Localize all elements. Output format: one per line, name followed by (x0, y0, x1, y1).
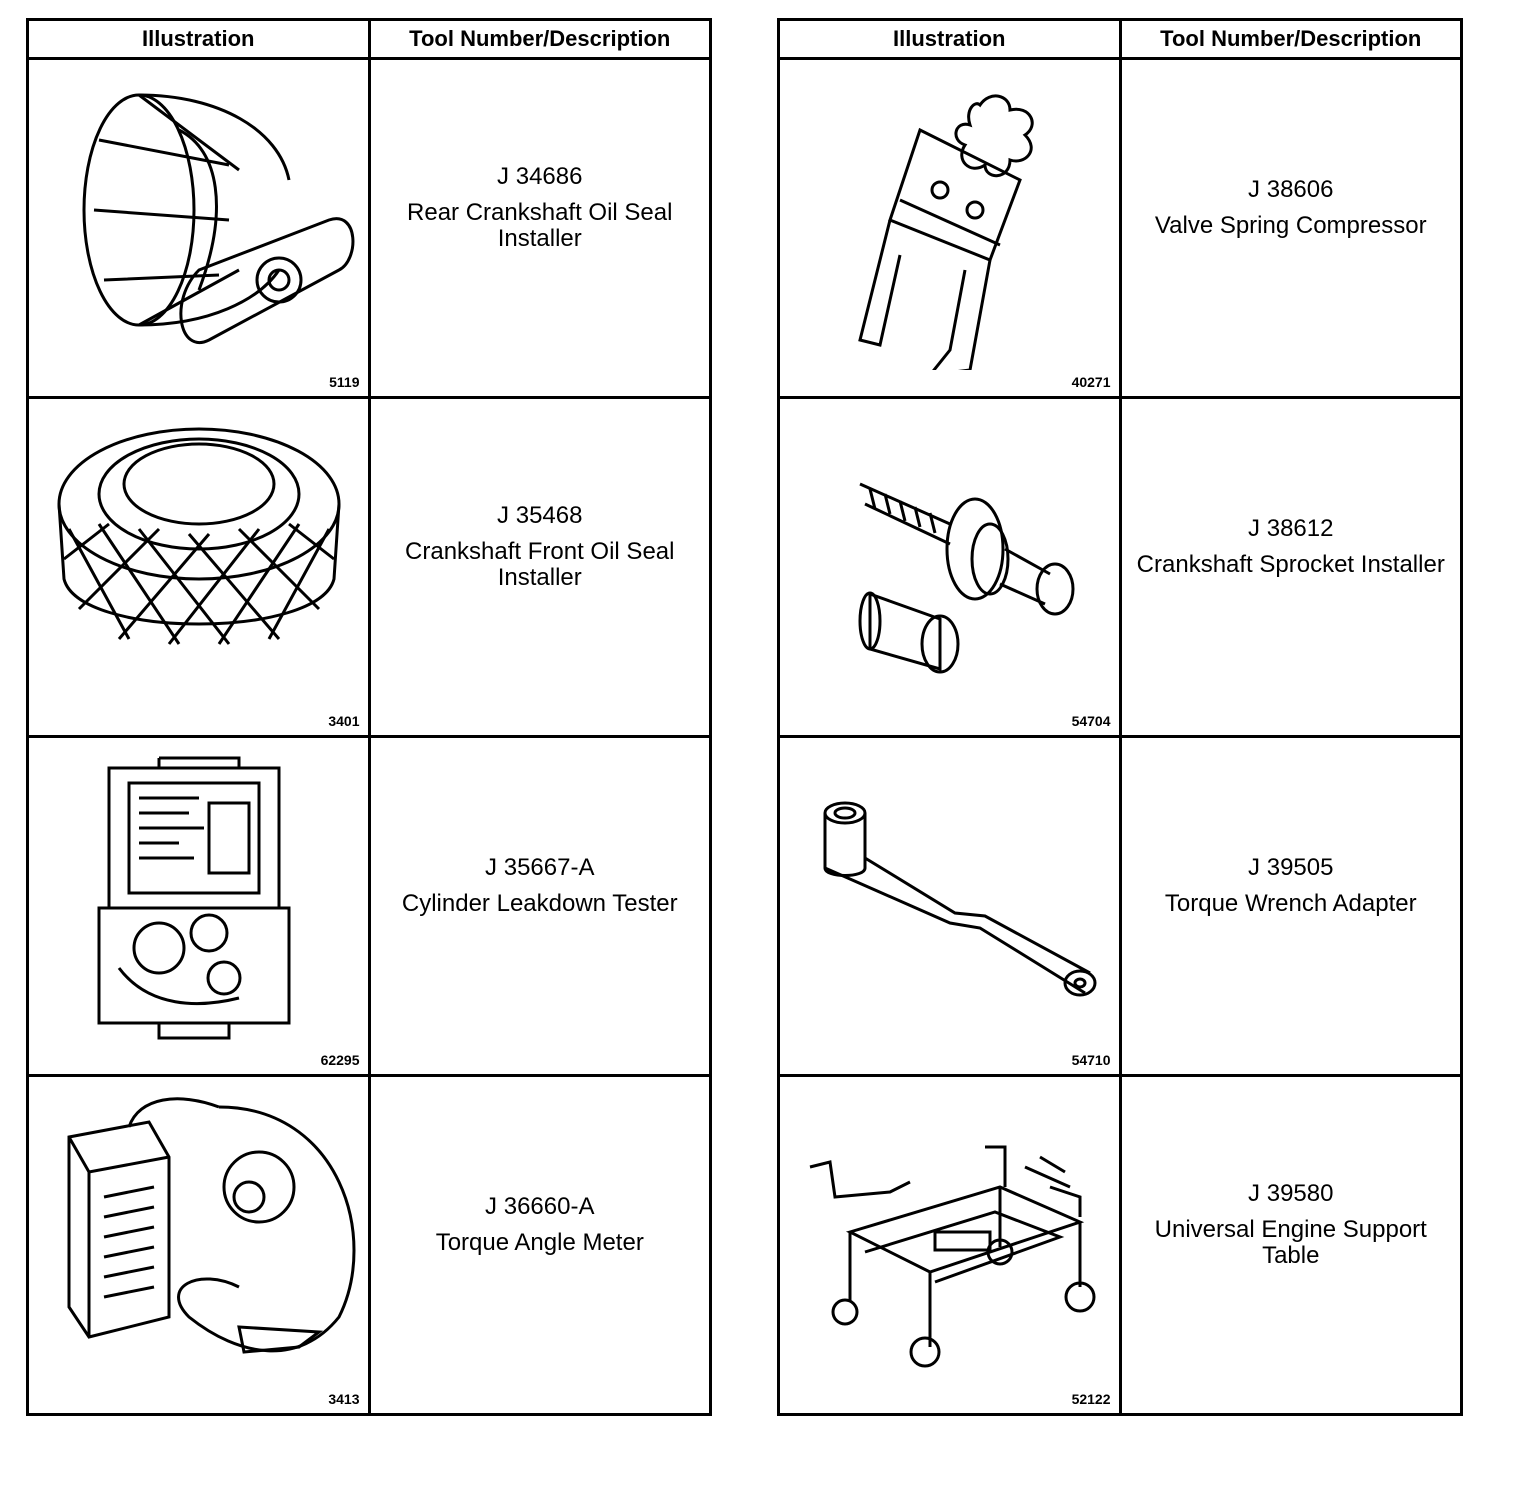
tool-number: J 38606 (1248, 176, 1334, 203)
tool-number: J 39505 (1248, 854, 1334, 881)
description-cell (369, 737, 711, 1076)
table-row (28, 59, 711, 398)
tool-description: Rear Crankshaft Oil Seal Installer (407, 199, 673, 252)
tool-header: Tool Number/Description (1120, 20, 1462, 59)
tool-description: Valve Spring Compressor (1154, 212, 1427, 239)
illustration-cell (28, 398, 370, 737)
tool-table-left (26, 18, 712, 1416)
tool-number: J 35667-A (485, 854, 595, 881)
tool-description: Cylinder Leakdown Tester (401, 890, 678, 917)
figure-number: 5119 (329, 374, 360, 390)
figure-number: 54710 (1071, 1052, 1111, 1068)
tool-table-right (777, 18, 1463, 1416)
tool-number: J 36660-A (485, 1193, 595, 1220)
tool-description: Torque Angle Meter (435, 1229, 644, 1256)
figure-number: 62295 (320, 1052, 360, 1068)
table-row (779, 59, 1462, 398)
illustration-header: Illustration (779, 20, 1121, 59)
illustration-cell (28, 1076, 370, 1415)
illustration-header: Illustration (28, 20, 370, 59)
description-cell (1120, 737, 1462, 1076)
description-cell (1120, 59, 1462, 398)
seal-installer-icon (39, 70, 359, 370)
tool-number: J 35468 (497, 502, 583, 529)
figure-number: 52122 (1071, 1391, 1111, 1407)
tool-description: Torque Wrench Adapter (1164, 890, 1417, 917)
tool-number: J 39580 (1248, 1180, 1334, 1207)
table-row (28, 1076, 711, 1415)
spring-compressor-icon (790, 70, 1110, 370)
table-row (779, 737, 1462, 1076)
illustration-cell (28, 737, 370, 1076)
tool-description: Crankshaft Sprocket Installer (1136, 551, 1445, 578)
tester-case-icon (39, 748, 359, 1048)
table-row (28, 737, 711, 1076)
figure-number: 3401 (328, 713, 360, 729)
illustration-cell (28, 59, 370, 398)
support-table-icon (790, 1087, 1110, 1387)
illustration-cell (779, 1076, 1121, 1415)
illustration-cell (779, 737, 1121, 1076)
figure-number: 54704 (1071, 713, 1111, 729)
description-cell (369, 398, 711, 737)
illustration-cell (779, 398, 1121, 737)
description-cell (369, 1076, 711, 1415)
table-row (779, 1076, 1462, 1415)
angle-meter-icon (39, 1087, 359, 1387)
tool-description: Crankshaft Front Oil Seal Installer (405, 538, 675, 591)
tool-description: Universal Engine Support Table (1154, 1216, 1427, 1269)
description-cell (1120, 1076, 1462, 1415)
sprocket-installer-icon (790, 409, 1110, 709)
wrench-adapter-icon (790, 748, 1110, 1048)
description-cell (369, 59, 711, 398)
description-cell (1120, 398, 1462, 737)
figure-number: 3413 (328, 1391, 360, 1407)
illustration-cell (779, 59, 1121, 398)
table-row (779, 398, 1462, 737)
knurled-installer-icon (39, 409, 359, 709)
tool-header: Tool Number/Description (369, 20, 711, 59)
table-row (28, 398, 711, 737)
tool-number: J 38612 (1248, 515, 1334, 542)
tool-number: J 34686 (497, 163, 583, 190)
figure-number: 40271 (1071, 374, 1111, 390)
